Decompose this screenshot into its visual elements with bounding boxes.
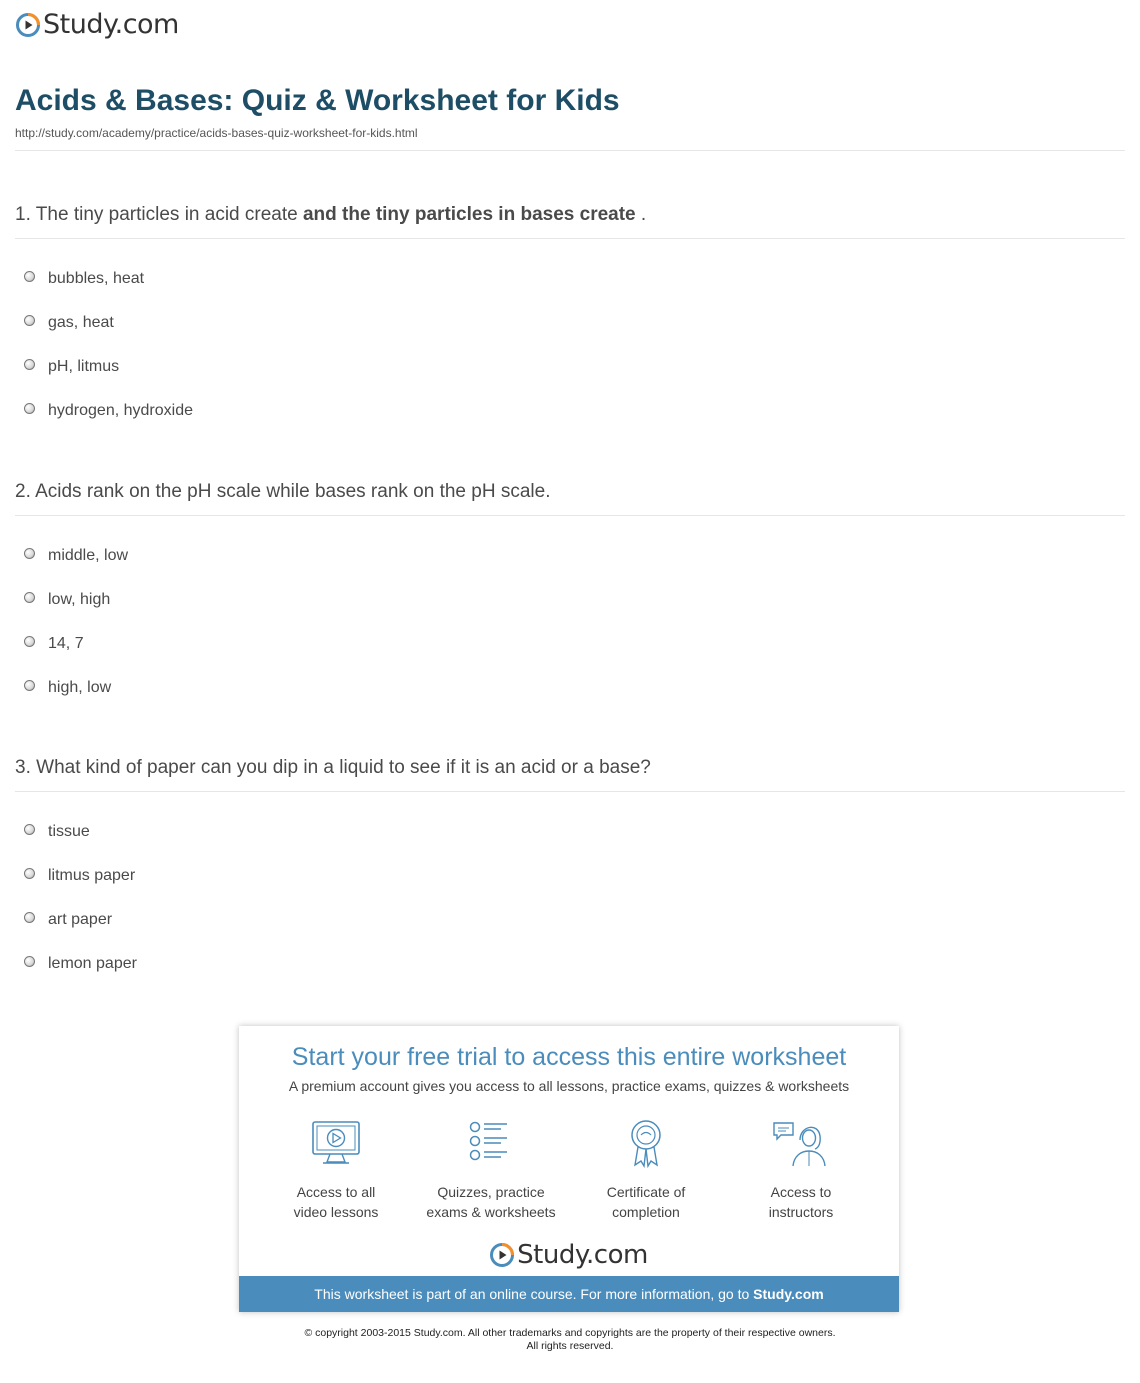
promo-footer-banner[interactable]: This worksheet is part of an online course. For more information, go to Study.com	[239, 1276, 899, 1312]
answer-option[interactable]: high, low	[15, 666, 1125, 710]
answer-options	[15, 257, 1125, 433]
play-logo-icon	[490, 1243, 514, 1267]
feature-certificate: Certificate of completion	[566, 1118, 726, 1222]
question-text: 3. What kind of paper can you dip in a liquid to see if it is an acid or a base?	[15, 757, 651, 778]
answer-options	[15, 534, 1125, 710]
question-divider	[15, 791, 1125, 792]
answer-option[interactable]: gas, heat	[15, 301, 1125, 345]
question-text: 1. The tiny particles in acid create and the tiny particles in bases create .	[15, 204, 647, 225]
radio-button-icon[interactable]	[24, 956, 35, 967]
header-divider	[15, 150, 1125, 151]
radio-button-icon[interactable]	[24, 359, 35, 370]
play-logo-icon	[16, 13, 40, 37]
brand-name: Study.com	[517, 1240, 648, 1270]
promo-study-logo[interactable]	[239, 1240, 899, 1270]
answer-option[interactable]: art paper	[15, 898, 1125, 942]
radio-button-icon[interactable]	[24, 592, 35, 603]
radio-button-icon[interactable]	[24, 271, 35, 282]
radio-button-icon[interactable]	[24, 315, 35, 326]
question-divider	[15, 238, 1125, 239]
brand-name: Study.com	[43, 9, 179, 40]
radio-button-icon[interactable]	[24, 824, 35, 835]
question-2	[15, 477, 1125, 710]
radio-button-icon[interactable]	[24, 403, 35, 414]
radio-button-icon[interactable]	[24, 912, 35, 923]
question-text: 2. Acids rank on the pH scale while bases rank on the pH scale.	[15, 481, 551, 502]
video-lesson-icon	[310, 1118, 362, 1168]
answer-option[interactable]: bubbles, heat	[15, 257, 1125, 301]
page-title: Acids & Bases: Quiz & Worksheet for Kids	[15, 84, 620, 117]
radio-button-icon[interactable]	[24, 680, 35, 691]
study-logo[interactable]	[16, 10, 179, 40]
certificate-icon	[620, 1118, 672, 1168]
radio-button-icon[interactable]	[24, 636, 35, 647]
feature-quizzes: Quizzes, practice exams & worksheets	[411, 1118, 571, 1222]
answer-option[interactable]: low, high	[15, 578, 1125, 622]
answer-option[interactable]: tissue	[15, 810, 1125, 854]
answer-option[interactable]: pH, litmus	[15, 345, 1125, 389]
instructor-icon	[771, 1118, 831, 1168]
question-3	[15, 753, 1125, 986]
feature-instructors: Access to instructors	[721, 1118, 881, 1222]
answer-option[interactable]: lemon paper	[15, 942, 1125, 986]
question-1	[15, 200, 1125, 433]
radio-button-icon[interactable]	[24, 548, 35, 559]
promo-subtitle: A premium account gives you access to all lessons, practice exams, quizzes & worksheets	[288, 1078, 850, 1094]
answer-options	[15, 810, 1125, 986]
answer-option[interactable]: litmus paper	[15, 854, 1125, 898]
free-trial-promo	[239, 1026, 899, 1312]
study-link[interactable]: Study.com	[753, 1286, 824, 1302]
radio-button-icon[interactable]	[24, 868, 35, 879]
feature-video-lessons: Access to all video lessons	[256, 1118, 416, 1222]
question-divider	[15, 515, 1125, 516]
answer-option[interactable]: middle, low	[15, 534, 1125, 578]
page-url: http://study.com/academy/practice/acids-bases-quiz-worksheet-for-kids.html	[15, 126, 418, 140]
promo-title[interactable]: Start your free trial to access this entire worksheet	[291, 1043, 847, 1071]
answer-option[interactable]: 14, 7	[15, 622, 1125, 666]
quiz-list-icon	[465, 1118, 517, 1168]
copyright-notice: © copyright 2003-2015 Study.com. All other trademarks and copyrights are the property of their respective owners. All rights reserved.	[304, 1327, 836, 1352]
answer-option[interactable]: hydrogen, hydroxide	[15, 389, 1125, 433]
